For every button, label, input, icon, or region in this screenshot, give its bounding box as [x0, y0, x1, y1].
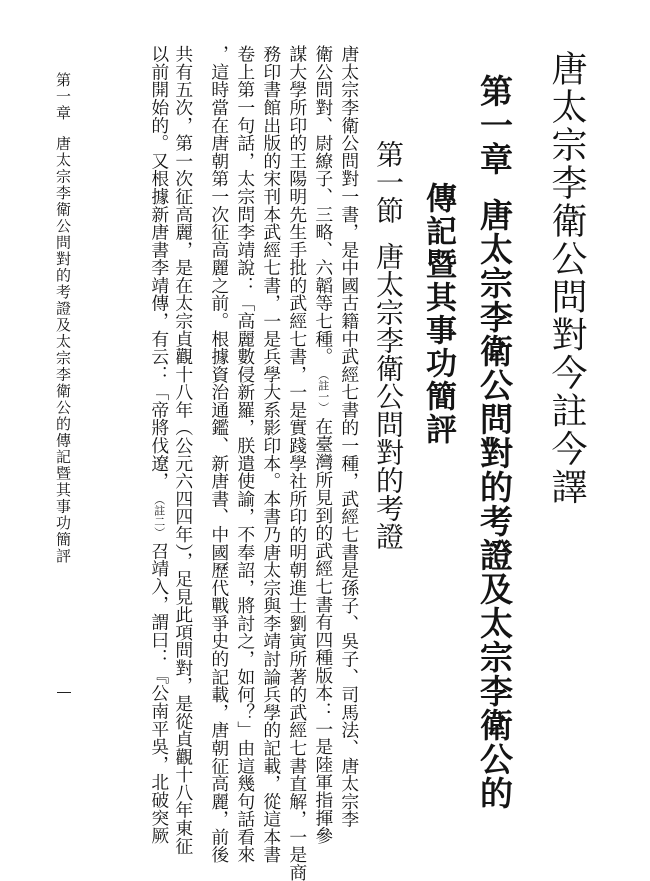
chapter-title-line-1: 唐太宗李衛公問對的考證及太宗李衛公的 [475, 198, 514, 810]
running-head-chapter: 第一章 [54, 72, 72, 122]
section-title: 唐太宗李衛公問對的考證 [372, 242, 405, 550]
body-line-7: 共有五次，第一次征高麗，是在太宗貞觀十八年（公元六四四年），足見此項問對，是從貞觀十八年東征 [172, 45, 194, 855]
book-title: 唐太宗李衛公問對今註今譯 [546, 50, 587, 506]
running-head-title: 唐太宗李衛公問對的考證及太宗李衛公的傳記暨其事功簡評 [54, 135, 72, 565]
chapter-title-line-2: 傳記暨其事功簡評 [420, 182, 456, 446]
body-line-6: ，這時當在唐朝第一次征高麗之前。根據資治通鑑、新唐書、中國歷代戰爭史的記載，唐朝征高麗，前後 [208, 45, 230, 864]
chapter-heading [475, 74, 514, 810]
footnote-ref-2: （註二） [152, 493, 166, 538]
body-line-2-continued: 在臺灣所見到的武經七書有四種版本：一是陸軍指揮參 [312, 417, 334, 845]
body-line-8-continued: 召靖入，謂曰：『公南平吳，北破突厥 [148, 541, 170, 845]
section-number: 第一節 [372, 140, 405, 224]
body-line-8 [150, 45, 168, 844]
body-line-4: 務印書館出版的宋刊本武經七書，一是兵學大系影印本。本書乃唐太宗與李靖討論兵學的記載，從這本書 [260, 45, 282, 864]
section-heading [372, 140, 405, 550]
body-line-2 [314, 45, 332, 844]
body-line-3: 謀大學所印的王陽明先生手批的武經七書，一是實踐學社所印的明朝進士劉寅所著的武經七書直解，一是商 [286, 45, 308, 881]
chapter-number: 第一章 [475, 74, 514, 176]
body-line-5: 卷上第一句話，太宗問李靖說：「高麗數侵新羅，朕遣使諭，不奉詔，將討之，如何？」由這幾句話看來 [234, 45, 256, 864]
body-line-1: 唐太宗李衛公問對一書，是中國古籍中武經七書的一種，武經七書是孫子、吳子、司馬法、唐太宗李 [338, 45, 360, 828]
body-line-8-text: 以前開始的。又根據新唐書李靖傳，有云：「帝將伐遼， [148, 45, 170, 490]
running-head [55, 72, 70, 565]
page-number [57, 692, 71, 693]
footnote-ref-1: （註一） [316, 369, 330, 414]
body-line-2-text: 衛公問對、尉繚子、三略、六韜等七種。 [312, 45, 334, 366]
